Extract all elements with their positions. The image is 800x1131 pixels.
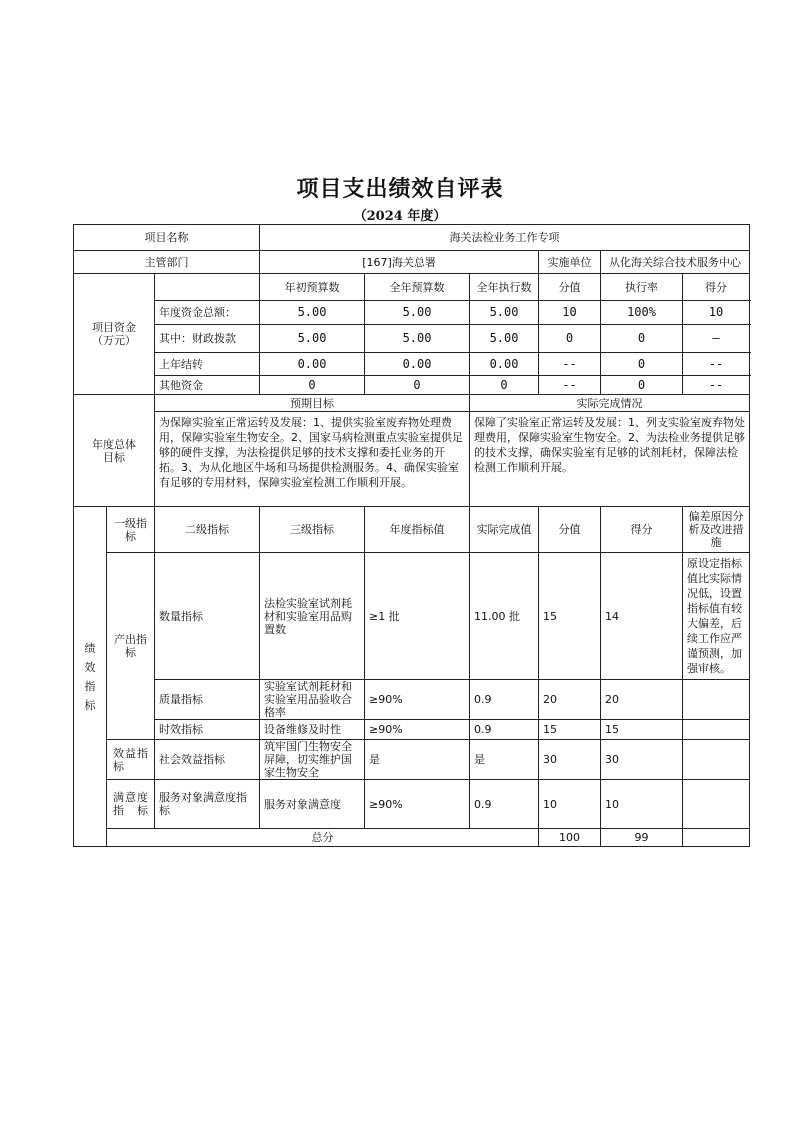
- perf-value: 15: [539, 553, 601, 680]
- actual-result-header: 实际完成情况: [470, 395, 750, 412]
- funds-row-label: 其中：财政拨款: [155, 325, 260, 353]
- actual-result-text: 保障了实验室正常运转及发展：1、列支实验室废弃物处理费用，保障实验室生物安全。2、为法检业务提供足够的技术支撑，确保实验室有足够的试剂耗材，保障法检检测工作顺利开展。: [470, 412, 750, 507]
- funds-cell: 0: [260, 376, 365, 395]
- funds-cell: --: [683, 353, 750, 376]
- funds-cell: 5.00: [260, 325, 365, 353]
- goals-label-line1: 年度总体: [92, 437, 136, 451]
- perf-level3: 筑牢国门生物安全屏障，切实维护国家生物安全: [260, 740, 365, 780]
- funds-cell: 5.00: [365, 325, 470, 353]
- funds-cell: 0: [601, 325, 683, 353]
- funds-row-label: 其他资金: [155, 376, 260, 395]
- funds-label-line2: （万元）: [92, 334, 136, 347]
- perf-score: 10: [601, 780, 683, 829]
- perf-value: 30: [539, 740, 601, 780]
- perf-header-actual: 实际完成值: [470, 507, 539, 553]
- total-value: 100: [539, 829, 601, 847]
- perf-header-deviation: 偏差原因分析及改进措施: [683, 507, 750, 553]
- funds-header-score-value: 分值: [539, 274, 601, 301]
- funds-row-label: 年度资金总额：: [155, 301, 260, 325]
- funds-cell: --: [683, 376, 750, 395]
- page-title: 项目支出绩效自评表: [296, 176, 504, 202]
- benefit-indicator-text: 效益指标: [113, 746, 148, 773]
- perf-header-level2: 二级指标: [155, 507, 260, 553]
- funds-label-line1: 项目资金: [92, 321, 136, 334]
- perf-target: ≥1 批: [365, 553, 470, 680]
- perf-target: ≥90%: [365, 780, 470, 829]
- perf-level2: 社会效益指标: [155, 740, 260, 780]
- page-subtitle: （2024 年度）: [353, 209, 447, 224]
- benefit-indicator-label: [107, 740, 155, 780]
- funds-header-annual-budget: 全年预算数: [365, 274, 470, 301]
- unit-label: 实施单位: [539, 251, 601, 274]
- funds-cell: 0: [365, 376, 470, 395]
- perf-header-score-value: 分值: [539, 507, 601, 553]
- perf-level3: 法检实验室试剂耗材和实验室用品购置数: [260, 553, 365, 680]
- perf-section-char: 效: [84, 660, 96, 674]
- funds-cell: 0.00: [260, 353, 365, 376]
- perf-level2: 数量指标: [155, 553, 260, 680]
- perf-deviation: 原设定指标值比实际情况低，设置指标值有较大偏差，后续工作应严谨预测，加强审核。: [683, 553, 750, 680]
- perf-level2: 服务对象满意度指标: [155, 780, 260, 829]
- funds-cell: 0.00: [365, 353, 470, 376]
- perf-level2: 时效指标: [155, 720, 260, 740]
- goals-label-line2: 目标: [103, 450, 125, 464]
- perf-deviation: [683, 740, 750, 780]
- dept-label: 主管部门: [74, 251, 260, 274]
- perf-header-level1: 一级指标: [107, 507, 155, 553]
- perf-actual: 0.9: [470, 720, 539, 740]
- funds-cell: 5.00: [470, 325, 539, 353]
- perf-target: ≥90%: [365, 720, 470, 740]
- dept-value: [167]海关总署: [260, 251, 539, 274]
- perf-actual: 是: [470, 740, 539, 780]
- perf-value: 15: [539, 720, 601, 740]
- perf-deviation: [683, 720, 750, 740]
- funds-cell: 0: [470, 376, 539, 395]
- expected-goal-text: 为保障实验室正常运转及发展：1、提供实验室废弃物处理费用，保障实验室生物安全。2、国家马病检测重点实验室提供足够的硬件支撑，为法检提供足够的技术支撑和委托业务的开拓。3、为从化地区牛场和马场提供检测服务。4、确保实验室有足够的专用材料，保障实验室检测工作顺利开展。: [155, 412, 470, 507]
- funds-header-exec-rate: 执行率: [601, 274, 683, 301]
- funds-cell: 5.00: [470, 301, 539, 325]
- funds-cell: 0: [539, 325, 601, 353]
- perf-deviation: [683, 680, 750, 720]
- perf-level2: 质量指标: [155, 680, 260, 720]
- perf-deviation: [683, 780, 750, 829]
- funds-cell: 5.00: [260, 301, 365, 325]
- funds-header-initial-budget: 年初预算数: [260, 274, 365, 301]
- perf-value: 20: [539, 680, 601, 720]
- funds-cell: --: [539, 376, 601, 395]
- perf-target: ≥90%: [365, 680, 470, 720]
- perf-target: 是: [365, 740, 470, 780]
- unit-value: 从化海关综合技术服务中心: [601, 251, 750, 274]
- self-evaluation-table: [73, 224, 750, 847]
- funds-cell: 0: [601, 376, 683, 395]
- funds-label: [74, 274, 155, 395]
- funds-cell: —: [683, 325, 750, 353]
- perf-level3: 设备维修及时性: [260, 720, 365, 740]
- funds-cell: --: [539, 353, 601, 376]
- project-name-value: 海关法检业务工作专项: [260, 225, 750, 251]
- funds-cell: 10: [683, 301, 750, 325]
- project-name-label: 项目名称: [74, 225, 260, 251]
- satisfaction-indicator-text: 满意度指标: [113, 791, 148, 817]
- perf-level3: 实验室试剂耗材和实验室用品验收合格率: [260, 680, 365, 720]
- perf-score: 14: [601, 553, 683, 680]
- perf-actual: 0.9: [470, 680, 539, 720]
- funds-cell: 5.00: [365, 301, 470, 325]
- perf-section-char: 指: [84, 679, 96, 693]
- expected-goal-header: 预期目标: [155, 395, 470, 412]
- funds-row-label: 上年结转: [155, 353, 260, 376]
- total-label: 总分: [107, 829, 539, 847]
- funds-header-executed: 全年执行数: [470, 274, 539, 301]
- total-score: 99: [601, 829, 683, 847]
- perf-value: 10: [539, 780, 601, 829]
- funds-cell: 0.00: [470, 353, 539, 376]
- total-deviation-blank: [683, 829, 750, 847]
- funds-cell: 0: [601, 353, 683, 376]
- funds-cell: 10: [539, 301, 601, 325]
- funds-header-blank: [155, 274, 260, 301]
- perf-header-level3: 三级指标: [260, 507, 365, 553]
- perf-section-char: 绩: [84, 641, 96, 655]
- perf-header-score: 得分: [601, 507, 683, 553]
- perf-actual: 0.9: [470, 780, 539, 829]
- funds-header-score: 得分: [683, 274, 750, 301]
- perf-score: 20: [601, 680, 683, 720]
- perf-level3: 服务对象满意度: [260, 780, 365, 829]
- satisfaction-indicator-label: [107, 780, 155, 829]
- funds-cell: 100%: [601, 301, 683, 325]
- output-indicator-label: 产出指标: [107, 553, 155, 740]
- goals-label: [74, 395, 155, 507]
- perf-score: 15: [601, 720, 683, 740]
- perf-actual: 11.00 批: [470, 553, 539, 680]
- perf-header-target: 年度指标值: [365, 507, 470, 553]
- perf-section-label: [74, 507, 107, 847]
- perf-score: 30: [601, 740, 683, 780]
- perf-section-char: 标: [84, 698, 96, 712]
